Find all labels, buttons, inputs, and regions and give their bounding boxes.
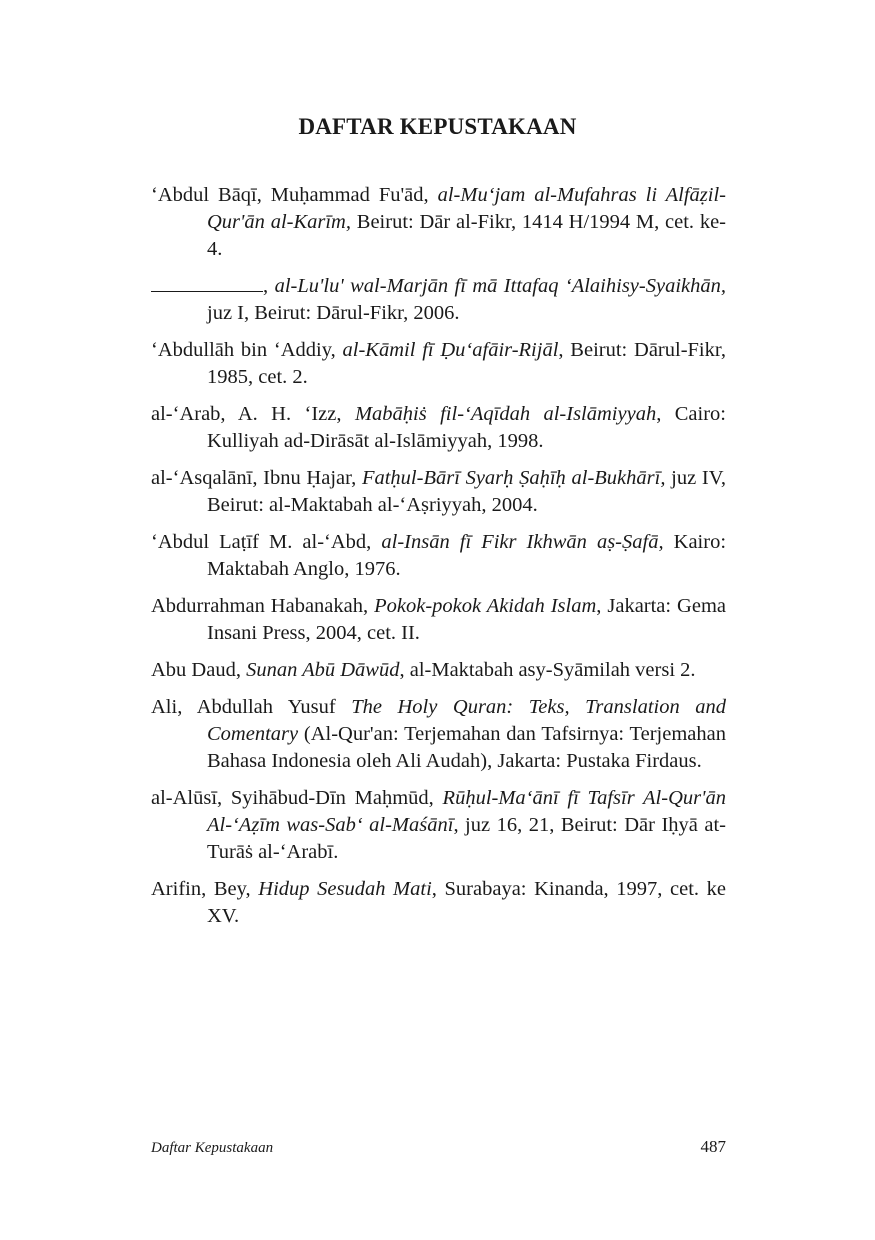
page-number: 487 bbox=[700, 1137, 726, 1156]
entry-author: ‘Abdullāh bin ‘Addiy, bbox=[151, 339, 336, 361]
entry-author: Ali, Abdullah Yusuf bbox=[151, 696, 336, 718]
entry-author: ‘Abdul Laṭīf M. al-‘Abd, bbox=[151, 531, 372, 553]
entry-title: Mabāḥiṡ fil-‘Aqīdah al-Islāmiyyah bbox=[354, 403, 657, 425]
page-footer bbox=[151, 1137, 726, 1157]
entry-details: , juz 16, 21, Beirut: Dār Iḥyā at-Turāṡ al-‘Arabī. bbox=[207, 814, 726, 863]
bibliography-entry bbox=[151, 401, 726, 455]
entry-author: al-‘Arab, A. H. ‘Izz, bbox=[151, 403, 342, 425]
entry-author: al-‘Asqalānī, Ibnu Ḥajar, bbox=[151, 467, 357, 489]
entry-title: Sunan Abū Dāwūd bbox=[246, 659, 400, 681]
entry-details: , Cairo: Kulliyah ad-Dirāsāt al-Islāmiyyah, 1998. bbox=[207, 403, 726, 452]
bibliography-entry bbox=[151, 657, 726, 684]
entry-title: The Holy Quran: Teks, Translation and Comentary bbox=[207, 696, 727, 745]
entry-details: , Surabaya: Kinanda, 1997, cet. ke XV. bbox=[207, 878, 726, 927]
entry-author: ‘Abdul Bāqī, Muḥammad Fu'ād, bbox=[151, 184, 429, 206]
entry-details: , al-Maktabah asy-Syāmilah versi 2. bbox=[399, 659, 696, 681]
bibliography-entry bbox=[151, 529, 726, 583]
entry-title: al-Lu'lu' wal-Marjān fī mā Ittafaq ‘Alaihisy-Syaikhān, bbox=[274, 275, 726, 297]
bibliography-entry bbox=[151, 593, 726, 647]
bibliography-entry bbox=[151, 876, 726, 930]
bibliography-entry bbox=[151, 337, 726, 391]
page-title: DAFTAR KEPUSTAKAAN bbox=[298, 114, 577, 139]
entry-title: Rūḥul-Ma‘ānī fī Tafsīr Al-Qur'ān Al-‘Aẓīm was-Sab‘ al-Maśānī bbox=[207, 787, 726, 836]
entry-details: juz I, Beirut: Dārul-Fikr, 2006. bbox=[207, 302, 460, 324]
entry-title: al-Mu‘jam al-Mufahras li Alfāẓil-Qur'ān al-Karīm, bbox=[207, 184, 727, 233]
bibliography-entry bbox=[151, 694, 726, 775]
entry-author: Abu Daud, bbox=[151, 659, 241, 681]
entry-title: Pokok-pokok Akidah Islam bbox=[374, 595, 597, 617]
bibliography-entry bbox=[151, 465, 726, 519]
entry-author: Arifin, Bey, bbox=[151, 878, 251, 900]
entry-details: Beirut: Dār al-Fikr, 1414 H/1994 M, cet. ke-4. bbox=[207, 211, 727, 260]
bibliography-entry: , al-Lu'lu' wal-Marjān fī mā Ittafaq ‘Alaihisy-Syaikhān, juz I, Beirut: Dārul-Fikr, 2006. bbox=[151, 273, 726, 327]
running-title: Daftar Kepustakaan bbox=[151, 1140, 274, 1156]
entry-title: al-Insān fī Fikr Ikhwān aṣ-Ṣafā, bbox=[381, 531, 664, 553]
entry-details: Kairo: Maktabah Anglo, 1976. bbox=[207, 531, 727, 580]
entry-title: Fatḥul-Bārī Syarḥ Ṣaḥīḥ al-Bukhārī, bbox=[361, 467, 666, 489]
entry-author: Abdurrahman Habanakah, bbox=[151, 595, 369, 617]
entry-details: (Al-Qur'an: Terjemahan dan Tafsirnya: Terjemahan Bahasa Indonesia oleh Ali Audah), Jakarta: Pustaka Firdaus. bbox=[207, 723, 726, 772]
repeated-author-line bbox=[151, 273, 263, 292]
bibliography-list bbox=[151, 182, 726, 940]
entry-title: Hidup Sesudah Mati bbox=[258, 878, 432, 900]
entry-details: , Jakarta: Gema Insani Press, 2004, cet. II. bbox=[207, 595, 727, 644]
entry-author: al-Alūsī, Syihābud-Dīn Maḥmūd, bbox=[151, 787, 434, 809]
entry-title: al-Kāmil fī Ḍu‘afāir-Rijāl bbox=[342, 339, 559, 361]
bibliography-entry bbox=[151, 182, 726, 263]
entry-details: juz IV, Beirut: al-Maktabah al-‘Aṣriyyah, 2004. bbox=[207, 467, 727, 516]
entry-details: , Beirut: Dārul-Fikr, 1985, cet. 2. bbox=[207, 339, 727, 388]
bibliography-entry bbox=[151, 785, 726, 866]
